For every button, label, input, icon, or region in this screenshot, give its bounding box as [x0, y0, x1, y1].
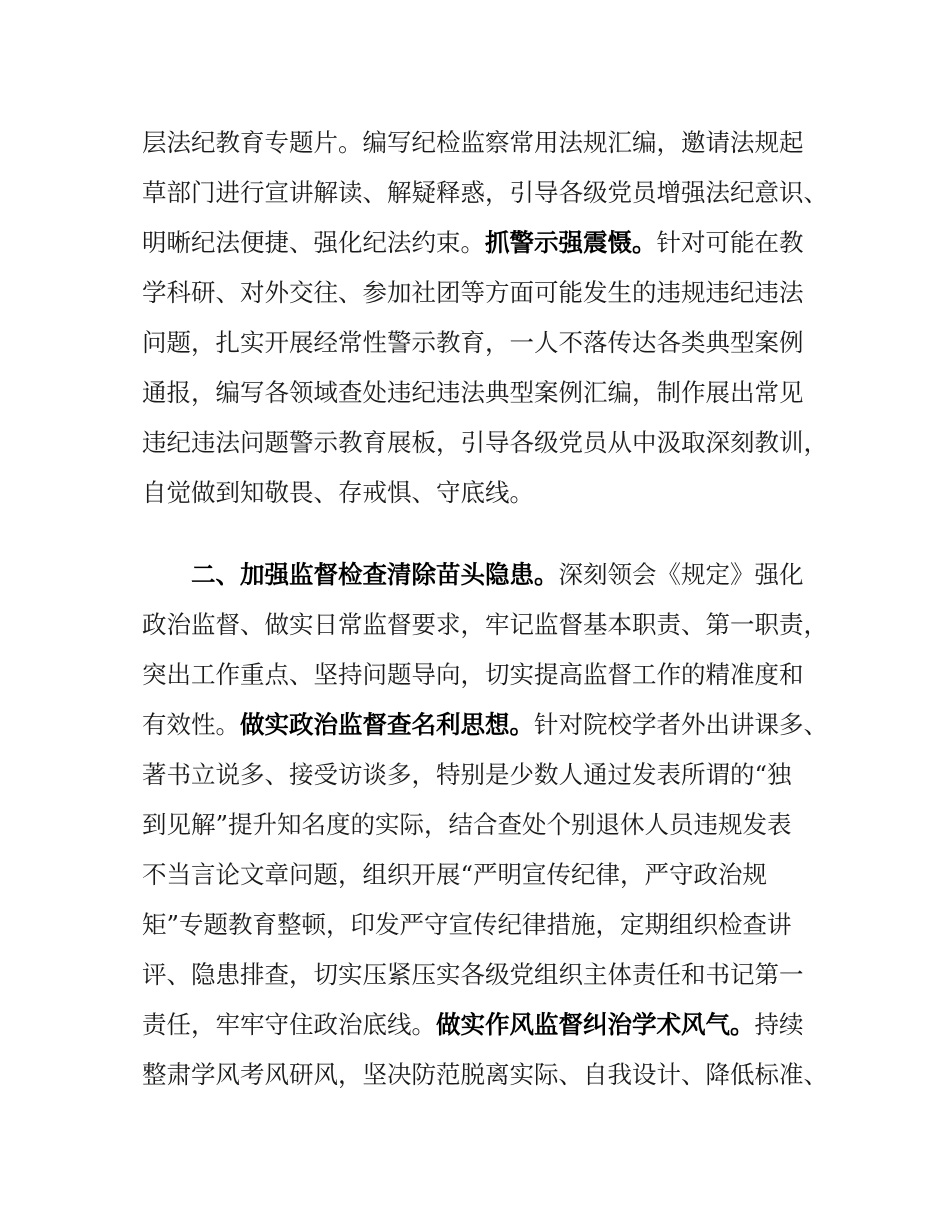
text-run: 有效性。 [142, 710, 240, 739]
text-run: 矩”专题教育整顿，印发严守宣传纪律措施，定期组织检查讲 [142, 910, 792, 939]
text-line [142, 700, 832, 750]
text-line [142, 1000, 832, 1050]
text-line [142, 168, 832, 218]
text-line [142, 268, 832, 318]
text-run: 到见解”提升知名度的实际，结合查处个别退休人员违规发表 [142, 810, 792, 839]
text-line [142, 218, 832, 268]
text-run: 违纪违法问题警示教育展板，引导各级党员从中汲取深刻教训， [142, 428, 828, 457]
text-run: 不当言论文章问题，组织开展“严明宣传纪律，严守政治规 [142, 860, 768, 889]
section-heading: 二、加强监督检查清除苗头隐患。 [191, 560, 559, 589]
text-run: 学科研、对外交往、参加社团等方面可能发生的违规违纪违法 [142, 278, 804, 307]
text-run: 政治监督、做实日常监督要求，牢记监督基本职责、第一职责， [142, 610, 828, 639]
text-line [142, 900, 832, 950]
text-line [142, 750, 832, 800]
text-run: 整肃学风考风研风，坚决防范脱离实际、自我设计、降低标准、 [142, 1060, 828, 1089]
document-body [142, 118, 832, 1100]
text-run: 草部门进行宣讲解读、解疑释惑，引导各级党员增强法纪意识、 [142, 178, 828, 207]
text-run: 明晰纪法便捷、强化纪法约束。 [142, 228, 485, 257]
text-run: 责任，牢牢守住政治底线。 [142, 1010, 436, 1039]
text-run: 突出工作重点、坚持问题导向，切实提高监督工作的精准度和 [142, 660, 804, 689]
inline-heading: 抓警示强震慑。 [485, 228, 657, 257]
text-line [142, 418, 832, 468]
text-run: 自觉做到知敬畏、存戒惧、守底线。 [142, 478, 534, 507]
inline-heading: 做实政治监督查名利思想。 [240, 710, 534, 739]
text-run: 问题，扎实开展经常性警示教育，一人不落传达各类典型案例 [142, 328, 804, 357]
text-line [142, 550, 832, 600]
text-line [142, 950, 832, 1000]
text-line [142, 650, 832, 700]
text-line [142, 468, 832, 518]
text-line [142, 1050, 832, 1100]
text-line [142, 118, 832, 168]
text-run: 通报，编写各领域查处违纪违法典型案例汇编，制作展出常见 [142, 378, 804, 407]
text-run: 深刻领会《规定》强化 [558, 560, 804, 589]
text-line [142, 368, 832, 418]
text-run: 评、隐患排查，切实压紧压实各级党组织主体责任和书记第一 [142, 960, 804, 989]
text-line [142, 850, 832, 900]
inline-heading: 做实作风监督纠治学术风气。 [436, 1010, 755, 1039]
text-line [142, 800, 832, 850]
paragraph-gap [142, 518, 832, 550]
text-run: 层法纪教育专题片。编写纪检监察常用法规汇编，邀请法规起 [142, 128, 804, 157]
text-line [142, 600, 832, 650]
text-line [142, 318, 832, 368]
text-run: 针对可能在教 [656, 228, 804, 257]
text-run: 持续 [754, 1010, 804, 1039]
text-run: 针对院校学者外出讲课多、 [534, 710, 828, 739]
text-run: 著书立说多、接受访谈多，特别是少数人通过发表所谓的“独 [142, 760, 792, 789]
